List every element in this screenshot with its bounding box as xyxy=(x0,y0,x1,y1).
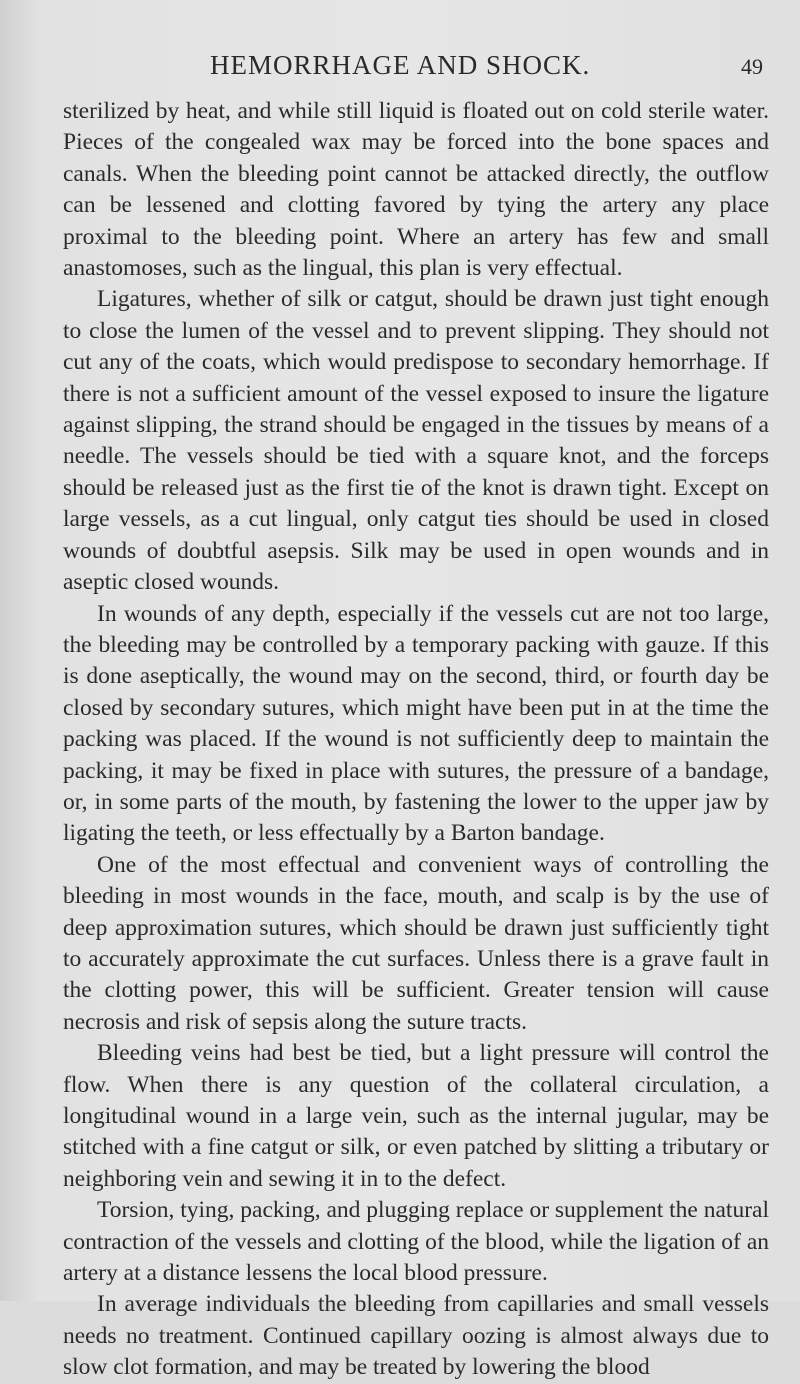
body-text xyxy=(63,96,769,1384)
page-number: 49 xyxy=(741,54,763,79)
paragraph: Bleeding veins had best be tied, but a light pressure will control the flow. When there is any question of the collateral circulation, a longitudinal wound in a large vein, such as the internal jugular, may be stitched with a fine catgut or silk, or even patched by slitting a tributary or neighboring vein and sewing it in to the defect. xyxy=(63,1040,769,1192)
paragraph: One of the most effectual and convenient ways of controlling the bleeding in most wounds in the face, mouth, and scalp is by the use of deep approximation sutures, which should be drawn just sufficiently tight to accurately approximate the cut surfaces. Unless there is a grave fault in the clotting power, this will be sufficient. Greater tension will cause necrosis and risk of sepsis along the suture tracts. xyxy=(63,851,769,1035)
paragraph: sterilized by heat, and while still liquid is floated out on cold sterile water. Pieces of the congealed wax may be forced into the bone spaces and canals. When the bleeding point cannot be attacked directly, the outflow can be lessened and clotting favored by tying the artery any place proximal to the bleeding point. Where an artery has few and small anastomoses, such as the lingual, this plan is very effectual. xyxy=(63,98,769,282)
paragraph: Torsion, tying, packing, and plugging replace or supplement the natural contraction of the vessels and clotting of the blood, while the ligation of an artery at a distance lessens the local blood pressure. xyxy=(63,1197,769,1287)
paragraph: In average individuals the bleeding from capillaries and small vessels needs no treatment. Continued capillary oozing is almost always due to slow clot formation, and may be treated by lowering the blood xyxy=(63,1291,769,1381)
paragraph: In wounds of any depth, especially if the vessels cut are not too large, the bleeding may be controlled by a temporary packing with gauze. If this is done aseptically, the wound may on the second, third, or fourth day be closed by secondary sutures, which might have been put in at the time the packing was placed. If the wound is not sufficiently deep to maintain the packing, it may be fixed in place with sutures, the pressure of a bandage, or, in some parts of the mouth, by fastening the lower to the upper jaw by ligating the teeth, or less effectually by a Barton bandage. xyxy=(63,600,769,847)
page-header xyxy=(0,50,800,90)
running-title: HEMORRHAGE AND SHOCK. xyxy=(210,50,591,80)
paragraph: Ligatures, whether of silk or catgut, should be drawn just tight enough to close the lumen of the vessel and to prevent slipping. They should not cut any of the coats, which would predispose to secondary hemorrhage. If there is not a sufficient amount of the vessel exposed to insure the ligature against slipping, the strand should be engaged in the tissues by means of a needle. The vessels should be tied with a square knot, and the forceps should be released just as the first tie of the knot is drawn tight. Except on large vessels, as a cut lingual, only catgut ties should be used in closed wounds of doubtful asepsis. Silk may be used in open wounds and in aseptic closed wounds. xyxy=(63,286,769,596)
